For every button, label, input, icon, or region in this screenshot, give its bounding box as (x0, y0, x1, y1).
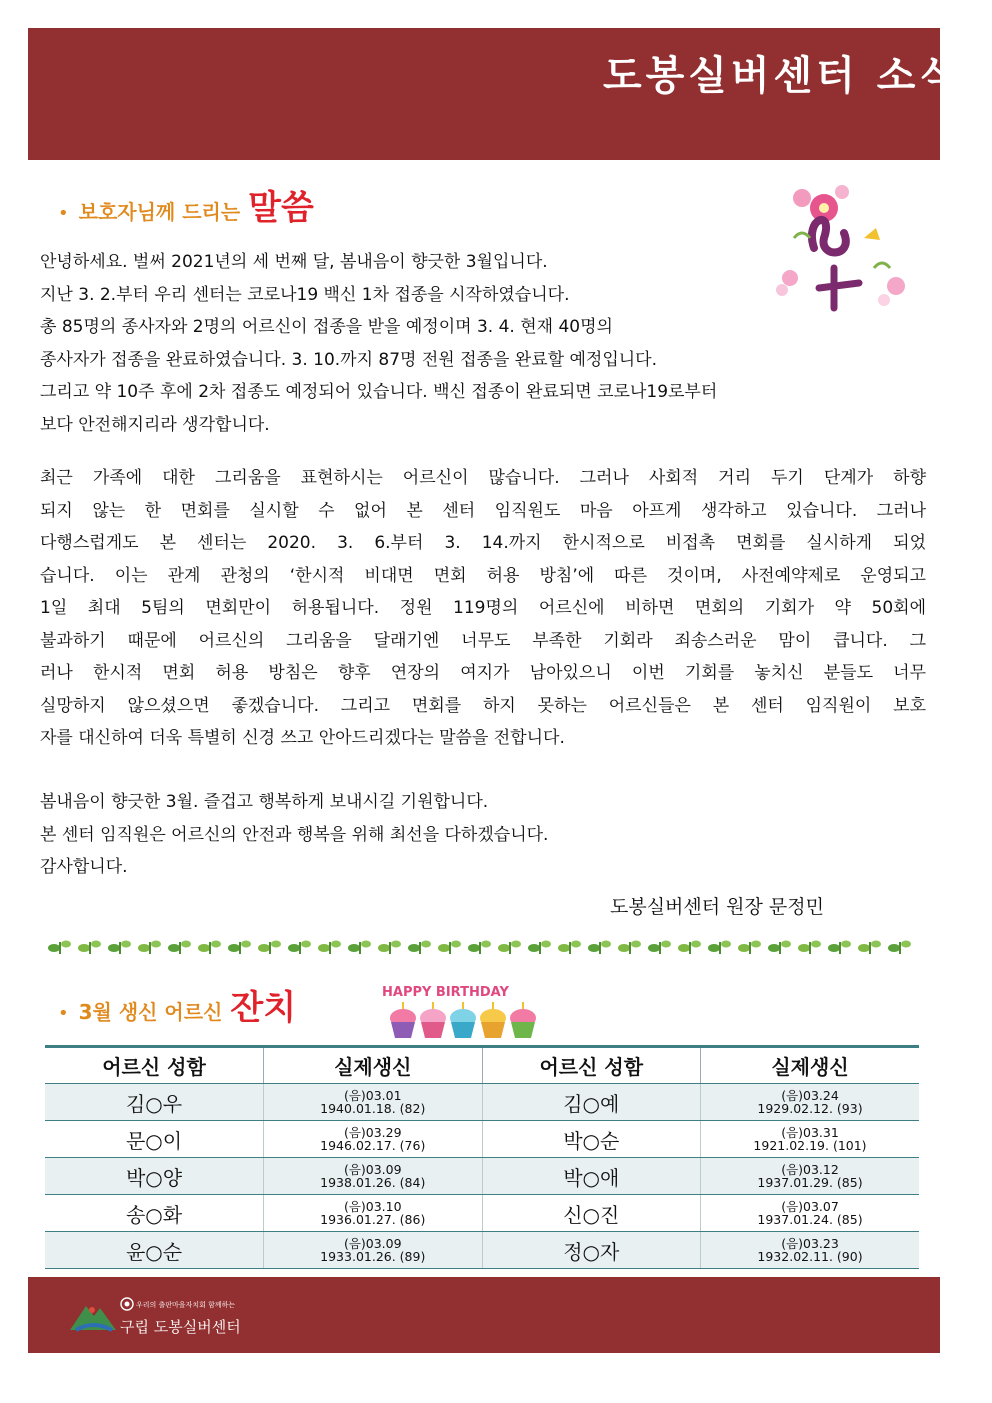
sprout-icon (468, 941, 491, 955)
birthday-cell (264, 1084, 483, 1121)
paragraph-vaccine (40, 246, 926, 441)
signature: 도봉실버센터 원장 문정민 (610, 896, 824, 918)
sprout-icon (258, 941, 281, 955)
text-line: 안녕하세요. 벌써 2021년의 세 번째 달, 봄내음이 향긋한 3월입니다. (40, 252, 548, 272)
table-row (45, 1158, 919, 1195)
paragraph-visitation (40, 462, 926, 755)
text-line: 실망하지 않으셨으면 좋겠습니다. 그리고 면회를 하지 못하는 어르신들은 본 센터 임직원이 보호 (40, 695, 926, 716)
elder-name: 송○화 (45, 1195, 264, 1232)
text-line: 종사자가 접종을 완료하였습니다. 3. 10.까지 87명 전원 접종을 완료할 예정입니다. (40, 349, 657, 370)
heading-prefix: 보호자님께 드리는 (78, 200, 241, 224)
sprout-icon (558, 941, 581, 955)
sprout-icon (408, 941, 431, 955)
solar-date: 1938.01.26. (84) (320, 1175, 426, 1190)
text-line: 보다 안전해지리라 생각합니다. (40, 414, 270, 435)
sprout-icon (348, 941, 371, 955)
sprout-icon (708, 941, 731, 955)
solar-date: 1936.01.27. (86) (320, 1212, 426, 1227)
lunar-date: (음)03.31 (781, 1125, 839, 1140)
birthday-cell (264, 1195, 483, 1232)
lunar-date: (음)03.29 (343, 1125, 402, 1140)
birthday-cell (701, 1121, 920, 1158)
bullet: • (58, 1003, 69, 1024)
sprout-icon (678, 941, 701, 955)
sprout-icon (378, 941, 401, 955)
birthday-cupcakes-icon (378, 980, 543, 1042)
footer-band (28, 1277, 940, 1353)
lunar-date: (음)03.12 (781, 1162, 839, 1177)
sprout-icon (108, 941, 131, 955)
solar-date: 1932.02.11. (90) (757, 1249, 863, 1264)
text-line: 불과하기 때문에 어르신의 그리움을 달래기엔 너무도 부족한 기회라 죄송스러운 맘이 큽니다. 그 (40, 630, 926, 651)
section-heading-greeting (58, 180, 314, 229)
column-header: 어르신 성함 (482, 1047, 701, 1084)
sprout-icon (318, 941, 341, 955)
paragraph-closing (40, 786, 926, 884)
lunar-date: (음)03.10 (343, 1199, 402, 1214)
heading-prefix: 3월 생신 어르신 (78, 1000, 223, 1024)
column-header: 실제생신 (701, 1047, 920, 1084)
sprout-icon (438, 941, 461, 955)
elder-name: 박○애 (482, 1158, 701, 1195)
solar-date: 1937.01.29. (85) (757, 1175, 863, 1190)
text-line: 습니다. 이는 관계 관청의 ‘한시적 비대면 면회 허용 방침’에 따른 것이며, 사전예약제로 운영되고 (40, 565, 926, 586)
table-row (45, 1121, 919, 1158)
sprout-icon (858, 941, 881, 955)
text-line: 다행스럽게도 본 센터는 2020. 3. 6.부터 3. 14.까지 한시적으로 비접촉 면회를 실시하게 되었 (40, 533, 926, 553)
cupcake-icon (510, 1002, 536, 1038)
sprout-icon (48, 941, 71, 955)
solar-date: 1933.01.26. (89) (320, 1249, 426, 1264)
solar-date: 1921.02.19. (101) (753, 1138, 867, 1153)
elder-name: 김○우 (45, 1084, 264, 1121)
cupcake-icon (480, 1002, 506, 1038)
sprout-icon (498, 941, 521, 955)
text-line: 감사합니다. (40, 857, 128, 877)
cupcake-icon (390, 1002, 416, 1038)
lunar-date: (음)03.24 (781, 1088, 839, 1103)
sprout-icon (198, 941, 221, 955)
solar-date: 1929.02.12. (93) (757, 1101, 863, 1116)
text-line: 되지 않는 한 면회를 실시할 수 없어 본 센터 임직원도 마음 아프게 생각하고 있습니다. 그러나 (40, 500, 926, 521)
birthday-banner: HAPPY BIRTHDAY (382, 985, 509, 1000)
column-header: 어르신 성함 (45, 1047, 264, 1084)
section-heading-birthday (58, 980, 296, 1029)
text-line: 자를 대신하여 더욱 특별히 신경 쓰고 안아드리겠다는 말씀을 전합니다. (40, 728, 565, 748)
lunar-date: (음)03.01 (343, 1088, 402, 1103)
birthday-cell (701, 1232, 920, 1269)
footer-subtext: 우리의 출판마을자치회 함께하는 (136, 1301, 236, 1309)
text-line: 러나 한시적 면회 허용 방침은 향후 연장의 여지가 남아있으니 이번 기회를 놓치신 분들도 너무 (40, 663, 926, 683)
sprout-icon (768, 941, 791, 955)
sprout-icon (618, 941, 641, 955)
birthday-cell (264, 1158, 483, 1195)
table-row (45, 1232, 919, 1269)
elder-name: 윤○순 (45, 1232, 264, 1269)
table-row (45, 1084, 919, 1121)
sprout-icon (78, 941, 101, 955)
lunar-date: (음)03.07 (781, 1199, 839, 1214)
elder-name: 박○순 (482, 1121, 701, 1158)
sprout-icon (648, 941, 671, 955)
lunar-date: (음)03.09 (343, 1236, 402, 1251)
sprout-divider-icon (48, 930, 928, 960)
heading-emphasis: 말씀 (248, 188, 314, 228)
text-line: 본 센터 임직원은 어르신의 안전과 행복을 위해 최선을 다하겠습니다. (40, 824, 549, 845)
text-line: 1일 최대 5팀의 면회만이 허용됩니다. 정원 119명의 어르신에 비하면 면회의 기회가 약 50회에 (40, 598, 926, 618)
sprout-icon (798, 941, 821, 955)
text-line: 그리고 약 10주 후에 2차 접종도 예정되어 있습니다. 백신 접종이 완료되면 코로나19로부터 (40, 382, 718, 402)
cupcake-icon (420, 1002, 446, 1038)
text-line: 총 85명의 종사자와 2명의 어르신이 접종을 받을 예정이며 3. 4. 현재 40명의 (40, 317, 613, 337)
elder-name: 문○이 (45, 1121, 264, 1158)
lunar-date: (음)03.23 (781, 1236, 839, 1251)
sprout-icon (168, 941, 191, 955)
text-line: 지난 3. 2.부터 우리 센터는 코로나19 백신 1차 접종을 시작하였습니다. (40, 284, 570, 305)
solar-date: 1937.01.24. (85) (757, 1212, 863, 1227)
birthday-cell (701, 1084, 920, 1121)
table-header-row (45, 1047, 919, 1084)
sprout-icon (738, 941, 761, 955)
sprout-icon (288, 941, 311, 955)
sprout-icon (588, 941, 611, 955)
cupcake-icon (450, 1002, 476, 1038)
lunar-date: (음)03.09 (343, 1162, 402, 1177)
newsletter-title: 도봉실버센터 소식 (602, 53, 962, 99)
elder-name: 신○진 (482, 1195, 701, 1232)
sprout-icon (888, 941, 911, 955)
column-header: 실제생신 (264, 1047, 483, 1084)
text-line: 봄내음이 향긋한 3월. 즐겁고 행복하게 보내시길 기원합니다. (40, 792, 489, 812)
bullet: • (58, 203, 69, 224)
sprout-icon (528, 941, 551, 955)
birthday-table (45, 1045, 919, 1269)
elder-name: 김○예 (482, 1084, 701, 1121)
sprout-icon (138, 941, 161, 955)
solar-date: 1940.01.18. (82) (320, 1101, 426, 1116)
sprout-icon (828, 941, 851, 955)
birthday-cell (264, 1232, 483, 1269)
birthday-cell (701, 1195, 920, 1232)
seal-icon (120, 1297, 134, 1311)
elder-name: 정○자 (482, 1232, 701, 1269)
text-line: 최근 가족에 대한 그리움을 표현하시는 어르신이 많습니다. 그러나 사회적 거리 두기 단계가 하향 (40, 468, 926, 488)
solar-date: 1946.02.17. (76) (320, 1138, 426, 1153)
mountain-logo-icon (68, 1298, 118, 1334)
table-row (45, 1195, 919, 1232)
sprout-icon (228, 941, 251, 955)
birthday-cell (264, 1121, 483, 1158)
footer-organization: 구립 도봉실버센터 (120, 1318, 241, 1336)
birthday-cell (701, 1158, 920, 1195)
elder-name: 박○양 (45, 1158, 264, 1195)
heading-emphasis: 잔치 (230, 988, 297, 1028)
